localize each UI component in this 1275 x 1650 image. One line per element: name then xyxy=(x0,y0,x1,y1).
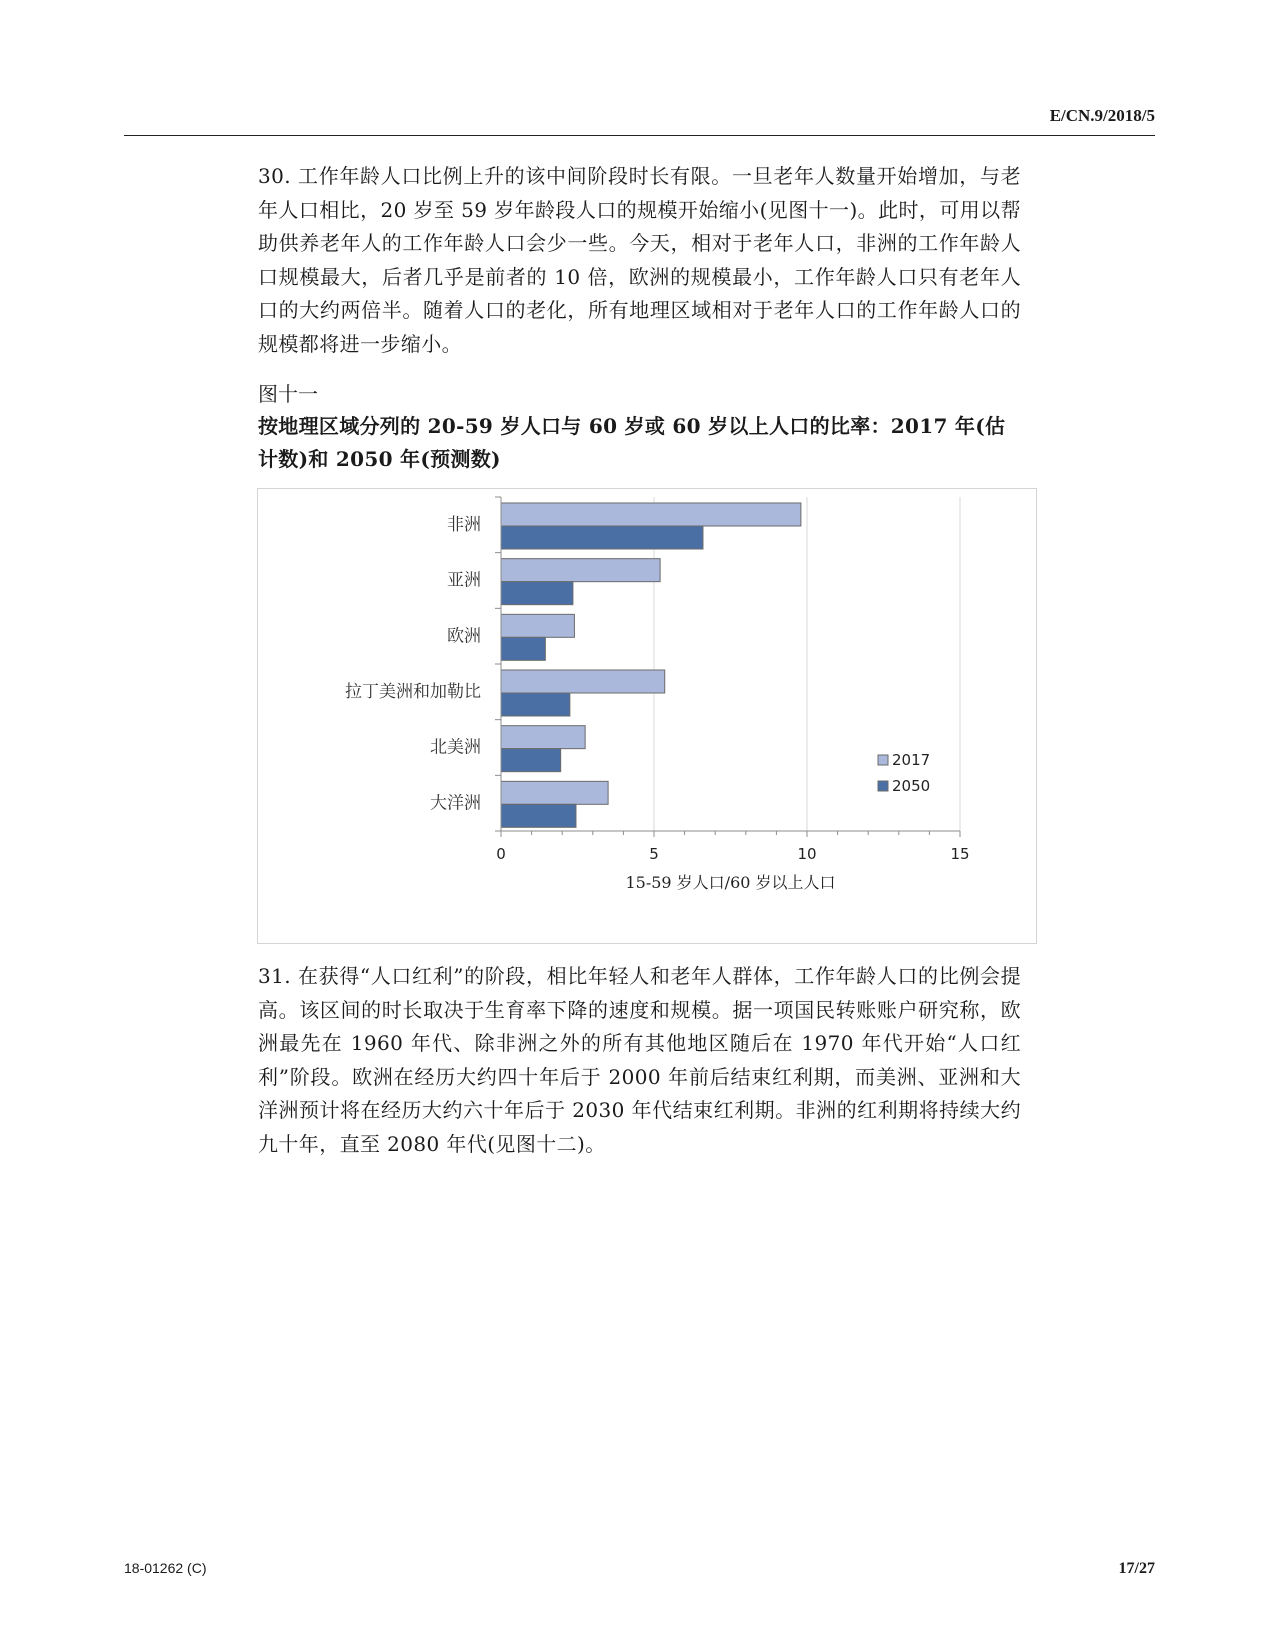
figure-title: 按地理区域分列的 20-59 岁人口与 60 岁或 60 岁以上人口的比率：2017 年(估计数)和 2050 年(预测数) xyxy=(258,414,1006,471)
bar-2050 xyxy=(501,693,570,716)
paragraph-30: 30. 工作年龄人口比例上升的该中间阶段时长有限。一旦老年人数量开始增加，与老年人口相比，20 岁至 59 岁年龄段人口的规模开始缩小(见图十一)。此时，可用以帮助供养老年人的工作年龄人口会少一些。今天，相对于老年人口，非洲的工作年龄人口规模最大，后者几乎是前者的 10 倍，欧洲的规模最小，工作年龄人口只有老年人口的大约两倍半。随着人口的老化，所有地理区域相对于老年人口的工作年龄人口的规模都将进一步缩小。 xyxy=(258,164,1021,356)
legend-label-2017: 2017 xyxy=(892,751,931,769)
category-label: 欧洲 xyxy=(447,626,481,647)
x-tick-label: 10 xyxy=(797,845,817,863)
bar-2017 xyxy=(501,670,665,693)
bar-2050 xyxy=(501,749,561,772)
bar-2050 xyxy=(501,526,703,549)
category-label: 北美洲 xyxy=(430,737,481,758)
page-number: 17/27 xyxy=(1118,1560,1155,1577)
x-axis-label: 15-59 岁人口/60 岁以上人口 xyxy=(625,873,836,892)
x-tick-label: 5 xyxy=(649,845,659,863)
bar-chart xyxy=(258,489,1036,943)
category-label: 亚洲 xyxy=(447,570,481,591)
bar-2017 xyxy=(501,559,660,582)
bar-2017 xyxy=(501,726,585,749)
paragraph-31: 31. 在获得“人口红利”的阶段，相比年轻人和老年人群体，工作年龄人口的比例会提高。该区间的时长取决于生育率下降的速度和规模。据一项国民转账账户研究称，欧洲最先在 1960 年代、除非洲之外的所有其他地区随后在 1970 年代开始“人口红利”阶段。欧洲在经历大约四十年后于 2000 年前后结束红利期，而美洲、亚洲和大洋洲预计将在经历大约六十年后于 2030 年代结束红利期。非洲的红利期将持续大约九十年，直至 2080 年代(见图十二)。 xyxy=(258,964,1021,1156)
x-tick-label: 0 xyxy=(496,845,506,863)
figure-label: 图十一 xyxy=(258,382,318,406)
legend-swatch-2050 xyxy=(878,781,888,791)
legend-label-2050: 2050 xyxy=(892,777,931,795)
header-rule xyxy=(124,135,1155,136)
bar-2050 xyxy=(501,582,573,605)
bar-2050 xyxy=(501,804,576,827)
category-label: 大洋洲 xyxy=(430,793,481,814)
category-label: 非洲 xyxy=(447,515,481,535)
category-label: 拉丁美洲和加勒比 xyxy=(345,682,481,702)
legend-swatch-2017 xyxy=(878,755,888,765)
bar-2017 xyxy=(501,781,608,804)
document-symbol: E/CN.9/2018/5 xyxy=(1049,106,1155,125)
chart-frame xyxy=(257,488,1037,944)
x-tick-label: 15 xyxy=(950,845,970,863)
bar-2017 xyxy=(501,503,801,526)
job-number: 18-01262 (C) xyxy=(124,1560,207,1576)
bar-2017 xyxy=(501,614,574,637)
bar-2050 xyxy=(501,637,545,660)
